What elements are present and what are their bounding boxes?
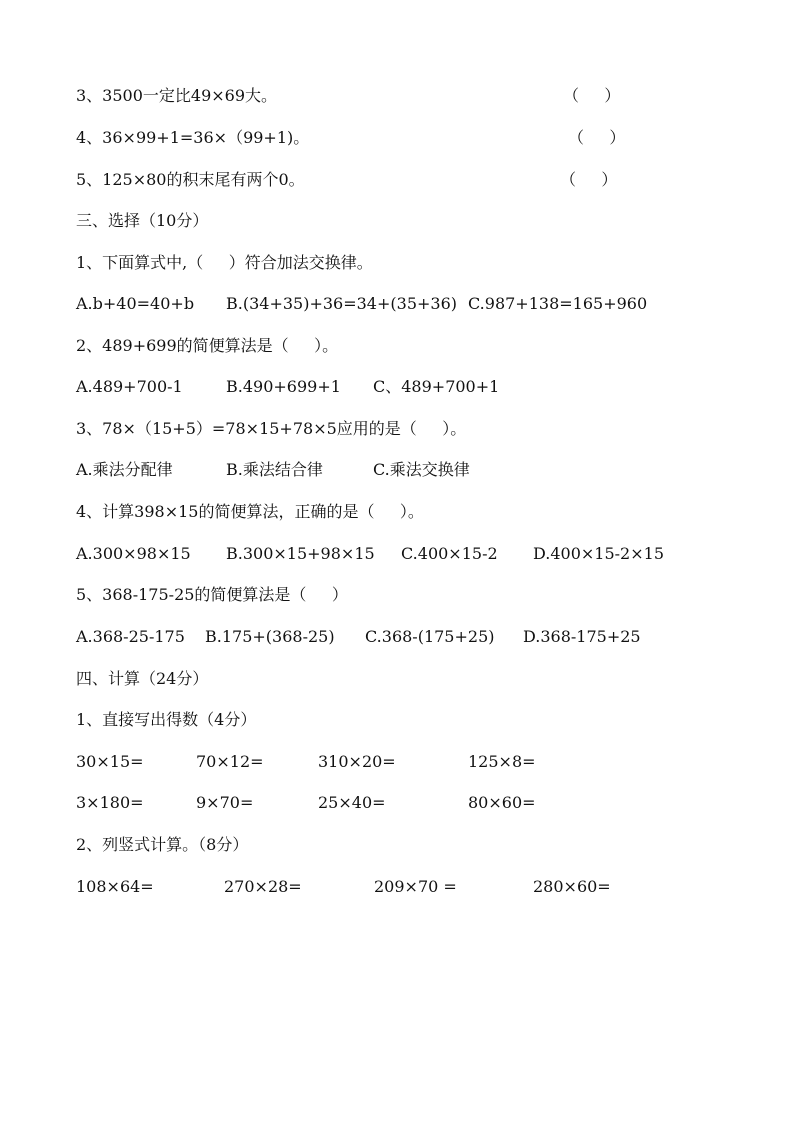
choice-3-option-c[interactable]: C.乘法交换律 <box>373 460 470 479</box>
calc-problem[interactable]: 25×40= <box>318 793 386 812</box>
answer-paren-4[interactable]: （ ） <box>568 128 626 147</box>
answer-paren-5[interactable]: （ ） <box>560 170 618 189</box>
choice-2-option-a[interactable]: A.489+700-1 <box>76 377 183 396</box>
calc-problem[interactable]: 70×12= <box>196 752 264 771</box>
choice-5-option-d[interactable]: D.368-175+25 <box>523 627 641 646</box>
calc-problem[interactable]: 310×20= <box>318 752 396 771</box>
choice-1-option-a[interactable]: A.b+40=40+b <box>76 294 195 313</box>
choice-4-option-a[interactable]: A.300×98×15 <box>76 544 191 563</box>
vertical-calc-problem[interactable]: 108×64= <box>76 877 154 896</box>
answer-paren-3[interactable]: （ ） <box>563 86 621 105</box>
choice-question-4: 4、计算398×15的简便算法，正确的是（ ）。 <box>76 502 424 521</box>
section-heading-choice: 三、选择（10分） <box>76 211 209 230</box>
calc-problem[interactable]: 30×15= <box>76 752 144 771</box>
choice-1-option-c[interactable]: C.987+138=165+960 <box>468 294 648 313</box>
judgment-item-5: 5、125×80的积末尾有两个0。 <box>76 170 305 189</box>
calc-problem[interactable]: 3×180= <box>76 793 144 812</box>
calc-subheading-2: 2、列竖式计算。（8分） <box>76 835 249 854</box>
choice-2-option-b[interactable]: B.490+699+1 <box>226 377 341 396</box>
choice-1-option-b[interactable]: B.(34+35)+36=34+(35+36) <box>226 294 457 313</box>
choice-question-2: 2、489+699的简便算法是（ ）。 <box>76 336 339 355</box>
choice-2-option-c[interactable]: C、489+700+1 <box>373 377 500 396</box>
choice-question-3: 3、78×（15+5）=78×15+78×5应用的是（ ）。 <box>76 419 467 438</box>
choice-question-5: 5、368-175-25的简便算法是（ ） <box>76 585 348 604</box>
choice-5-option-b[interactable]: B.175+(368-25) <box>205 627 335 646</box>
choice-4-option-b[interactable]: B.300×15+98×15 <box>226 544 375 563</box>
vertical-calc-problem[interactable]: 209×70 = <box>374 877 457 896</box>
choice-5-option-a[interactable]: A.368-25-175 <box>76 627 185 646</box>
choice-4-option-c[interactable]: C.400×15-2 <box>401 544 498 563</box>
calc-subheading-1: 1、直接写出得数（4分） <box>76 710 257 729</box>
choice-5-option-c[interactable]: C.368-(175+25) <box>365 627 495 646</box>
section-heading-calc: 四、计算（24分） <box>76 669 209 688</box>
calc-problem[interactable]: 9×70= <box>196 793 254 812</box>
choice-3-option-a[interactable]: A.乘法分配律 <box>76 460 173 479</box>
vertical-calc-problem[interactable]: 270×28= <box>224 877 302 896</box>
vertical-calc-problem[interactable]: 280×60= <box>533 877 611 896</box>
choice-4-option-d[interactable]: D.400×15-2×15 <box>533 544 664 563</box>
calc-problem[interactable]: 125×8= <box>468 752 536 771</box>
choice-question-1: 1、下面算式中,（ ）符合加法交换律。 <box>76 253 373 272</box>
calc-problem[interactable]: 80×60= <box>468 793 536 812</box>
choice-3-option-b[interactable]: B.乘法结合律 <box>226 460 323 479</box>
judgment-item-3: 3、3500一定比49×69大。 <box>76 86 278 105</box>
judgment-item-4: 4、36×99+1=36×（99+1)。 <box>76 128 310 147</box>
